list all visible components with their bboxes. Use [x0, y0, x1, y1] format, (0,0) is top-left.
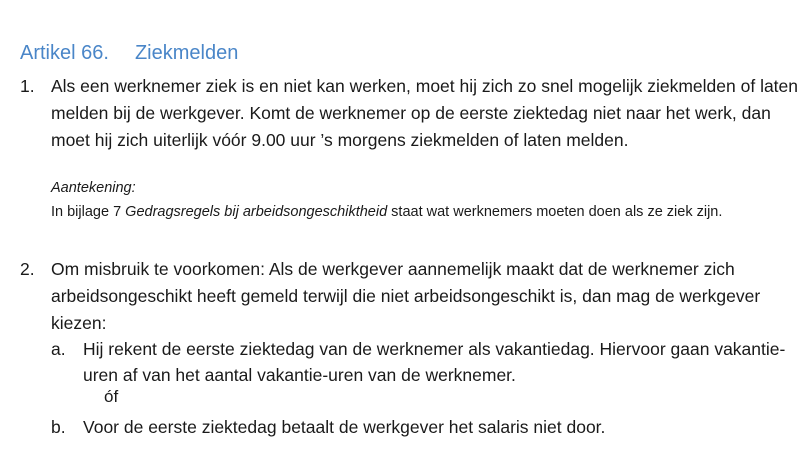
item-2-line-1: Om misbruik te voorkomen: Als de werkgever aannemelijk maakt dat de werknemer zich	[51, 259, 735, 279]
item-1-line-2: melden bij de werkgever. Komt de werknemer op de eerste ziektedag niet naar het werk, dan	[51, 103, 771, 123]
note-prefix: In bijlage 7	[51, 204, 126, 220]
note-text	[51, 204, 722, 220]
subitem-b-line-1: Voor de eerste ziektedag betaalt de werkgever het salaris niet door.	[83, 417, 606, 437]
note-reference: Gedragsregels bij arbeidsongeschiktheid	[125, 204, 388, 220]
item-1-line-1: Als een werknemer ziek is en niet kan werken, moet hij zich zo snel mogelijk ziekmelden of laten	[51, 76, 799, 96]
subitem-letter: b.	[51, 417, 66, 437]
article-heading	[20, 42, 238, 65]
subitem-a-line-1: Hij rekent de eerste ziektedag van de werknemer als vakantiedag. Hiervoor gaan vakantie-	[83, 339, 786, 359]
item-1-line-3: moet hij zich uiterlijk vóór 9.00 uur ’s morgens ziekmelden of laten melden.	[51, 130, 629, 150]
item-number: 1.	[20, 76, 35, 96]
subitem-letter: a.	[51, 339, 66, 359]
article-label: Artikel 66.	[20, 42, 109, 64]
or-word: óf	[104, 387, 119, 406]
item-2-line-3: kiezen:	[51, 313, 107, 333]
note-title: Aantekening:	[51, 180, 136, 196]
item-number: 2.	[20, 259, 35, 279]
article-title: Ziekmelden	[134, 42, 239, 64]
subitem-a-line-2: uren af van het aantal vakantie-uren van de werknemer.	[83, 365, 516, 385]
item-2-line-2: arbeidsongeschikt heeft gemeld terwijl die niet arbeidsongeschikt is, dan mag de werkgever	[51, 286, 761, 306]
note-suffix: staat wat werknemers moeten doen als ze ziek zijn.	[387, 204, 723, 220]
